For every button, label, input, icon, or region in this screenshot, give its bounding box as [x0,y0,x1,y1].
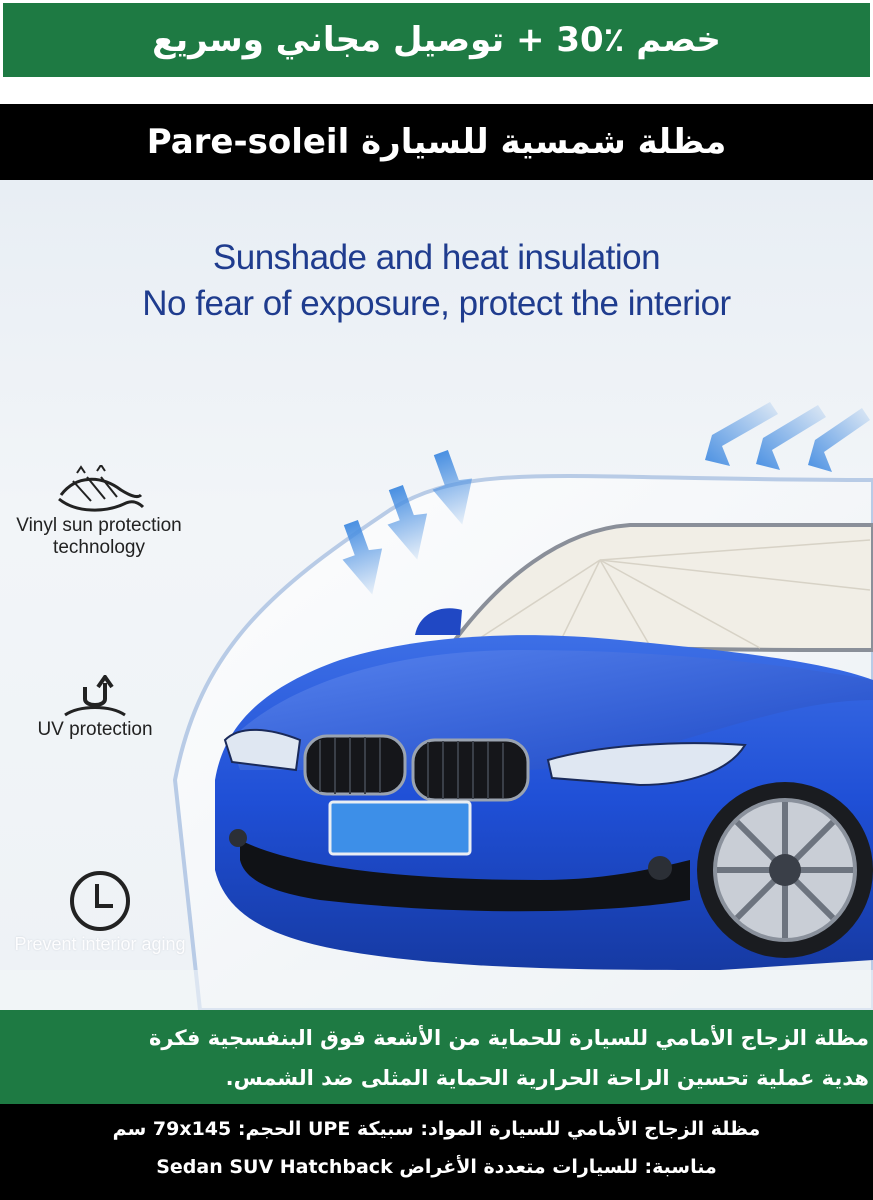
license-plate [330,802,470,854]
promo-banner [0,0,873,82]
headline-secondary: No fear of exposure, protect the interior [142,284,731,323]
description-line-2: هدية عملية تحسين الراحة الحرارية الحماية المثلى ضد الشمس. [225,1066,869,1090]
feature-vinyl [4,465,194,559]
product-title: مظلة شمسية للسيارة Pare-soleil [0,104,873,180]
hero-image [0,180,873,1010]
feature-aging-label: Prevent interior aging [14,934,186,954]
specs-line-1: مظلة الزجاج الأمامي للسيارة المواد: سبيكة UPE الحجم: 79x145 سم [112,1118,761,1140]
description-band [0,1010,873,1104]
feature-uv-label: UV protection [37,719,153,740]
clock-icon [67,868,133,934]
promo-banner-text: خصم ٪30 + توصيل مجاني وسريع [3,3,870,77]
feature-aging [0,868,200,955]
sun-arrows-down [705,402,870,472]
feature-uv [20,675,170,741]
feature-vinyl-label-1: Vinyl sun protection [16,515,182,536]
vinyl-layers-icon [51,465,147,515]
description-line-1: مظلة الزجاج الأمامي للسيارة للحماية من الأشعة فوق البنفسجية فكرة [148,1026,869,1050]
grille-right [413,740,528,800]
uv-arrow-icon [60,675,130,719]
specs-band [0,1104,873,1200]
feature-vinyl-label-2: technology [53,537,145,558]
headline-primary: Sunshade and heat insulation [212,238,661,277]
specs-line-2: مناسبة: للسيارات متعددة الأغراض Sedan SUV Hatchback [156,1156,717,1178]
